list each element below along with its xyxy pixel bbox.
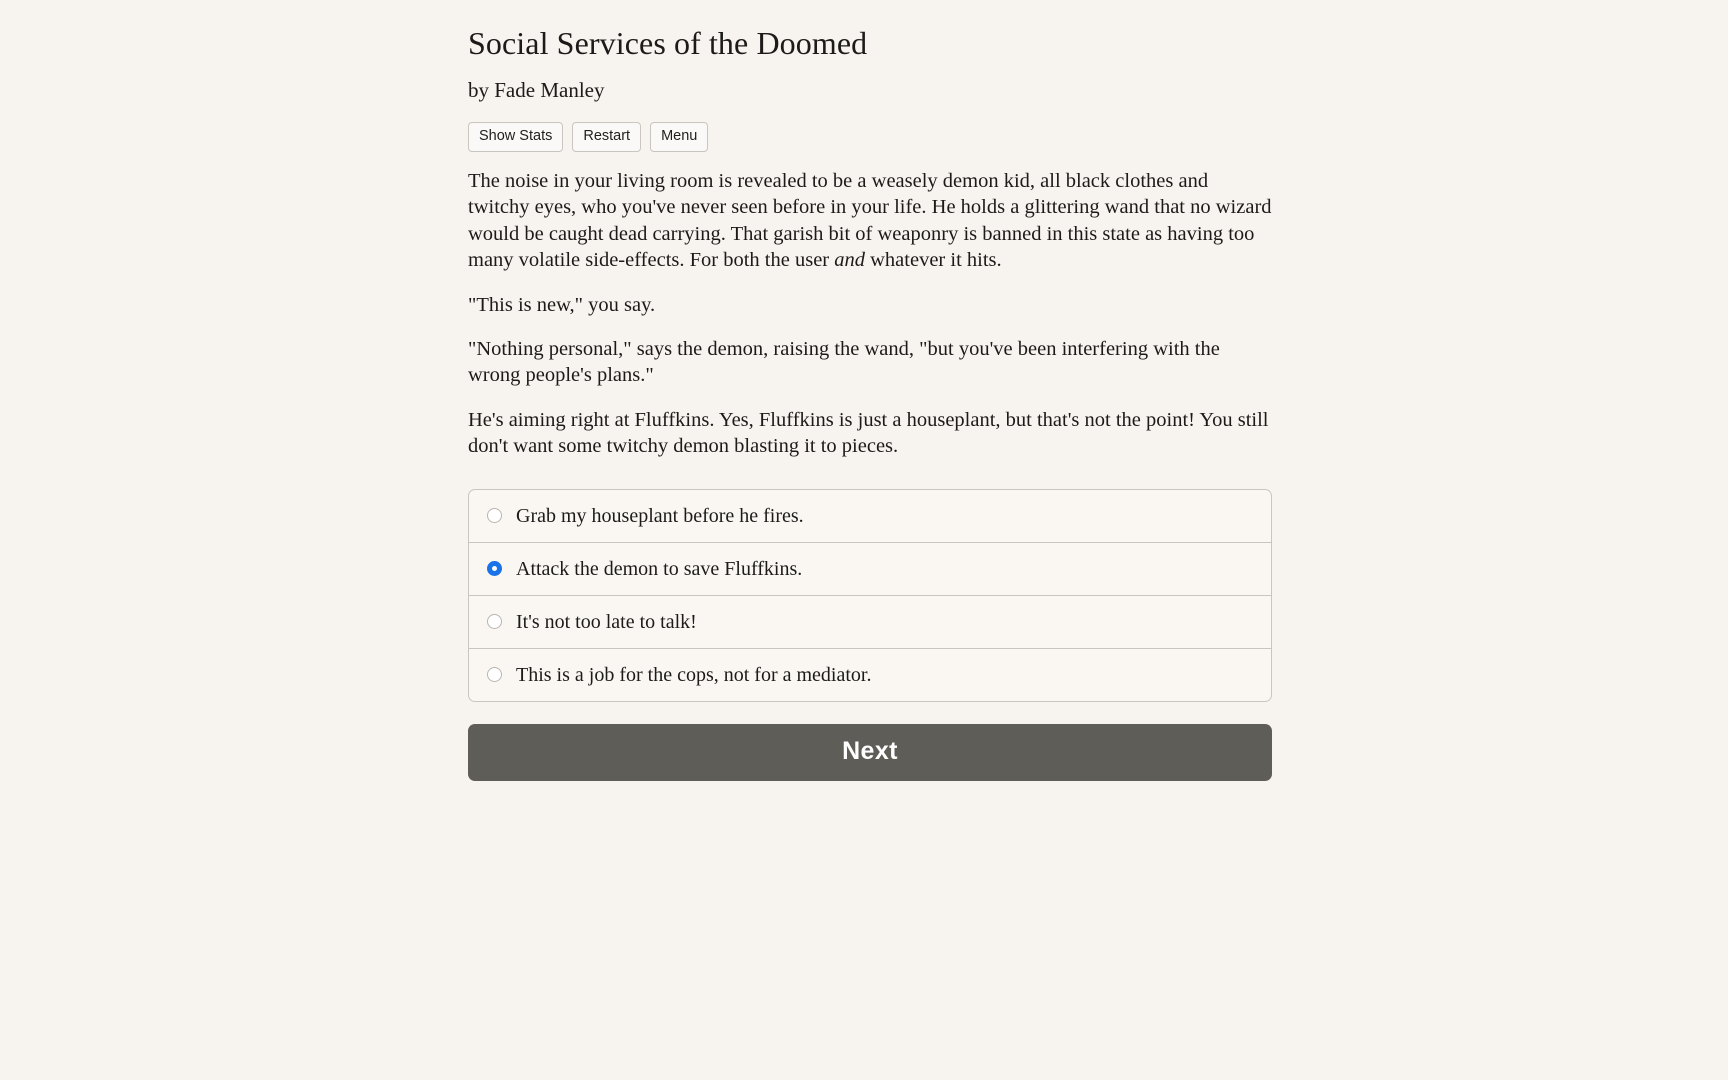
choice-label: Attack the demon to save Fluffkins. bbox=[516, 557, 803, 580]
story-paragraph bbox=[468, 336, 1272, 389]
toolbar bbox=[468, 104, 1272, 154]
story-emphasis: and bbox=[834, 249, 865, 272]
story-text bbox=[468, 154, 1272, 460]
choice-label: Grab my houseplant before he fires. bbox=[516, 504, 804, 527]
story-paragraph bbox=[468, 292, 1272, 318]
story-text-segment: The noise in your living room is revealed to be a weasely demon kid, all black clothes and twitchy eyes, who you've never seen before in your life. He holds a glittering wand that no wizard would be caught dead carrying. That garish bit of weaponry is banned in this state as having too many volatile side-effects. For both the user bbox=[468, 169, 1272, 272]
menu-button[interactable]: Menu bbox=[650, 122, 708, 152]
choice-option-4[interactable] bbox=[469, 649, 1271, 701]
story-text-segment: "This is new," you say. bbox=[468, 293, 656, 316]
choice-option-3[interactable] bbox=[469, 596, 1271, 649]
choice-list bbox=[468, 489, 1272, 702]
page-title: Social Services of the Doomed bbox=[468, 25, 868, 61]
radio-button-icon[interactable] bbox=[487, 667, 502, 682]
choice-label: It's not too late to talk! bbox=[516, 610, 697, 633]
story-text-segment: "Nothing personal," says the demon, raising the wand, "but you've been interfering with the wrong people's plans." bbox=[468, 337, 1220, 387]
story-text-segment: He's aiming right at Fluffkins. Yes, Fluffkins is just a houseplant, but that's not the point! You still don't want some twitchy demon blasting it to pieces. bbox=[468, 408, 1269, 458]
radio-button-icon[interactable] bbox=[487, 614, 502, 629]
next-button[interactable]: Next bbox=[468, 724, 1272, 781]
radio-button-icon[interactable] bbox=[487, 508, 502, 523]
choice-label: This is a job for the cops, not for a mediator. bbox=[516, 663, 872, 686]
restart-button[interactable]: Restart bbox=[572, 122, 641, 152]
story-paragraph bbox=[468, 168, 1272, 274]
story-text-segment: whatever it hits. bbox=[865, 249, 1002, 272]
game-container bbox=[468, 0, 1272, 781]
story-paragraph bbox=[468, 407, 1272, 460]
choice-option-1[interactable] bbox=[469, 490, 1271, 543]
author-byline: by Fade Manley bbox=[468, 78, 605, 102]
choice-option-2[interactable] bbox=[469, 543, 1271, 596]
radio-button-selected-icon[interactable] bbox=[487, 561, 502, 576]
show-stats-button[interactable]: Show Stats bbox=[468, 122, 563, 152]
